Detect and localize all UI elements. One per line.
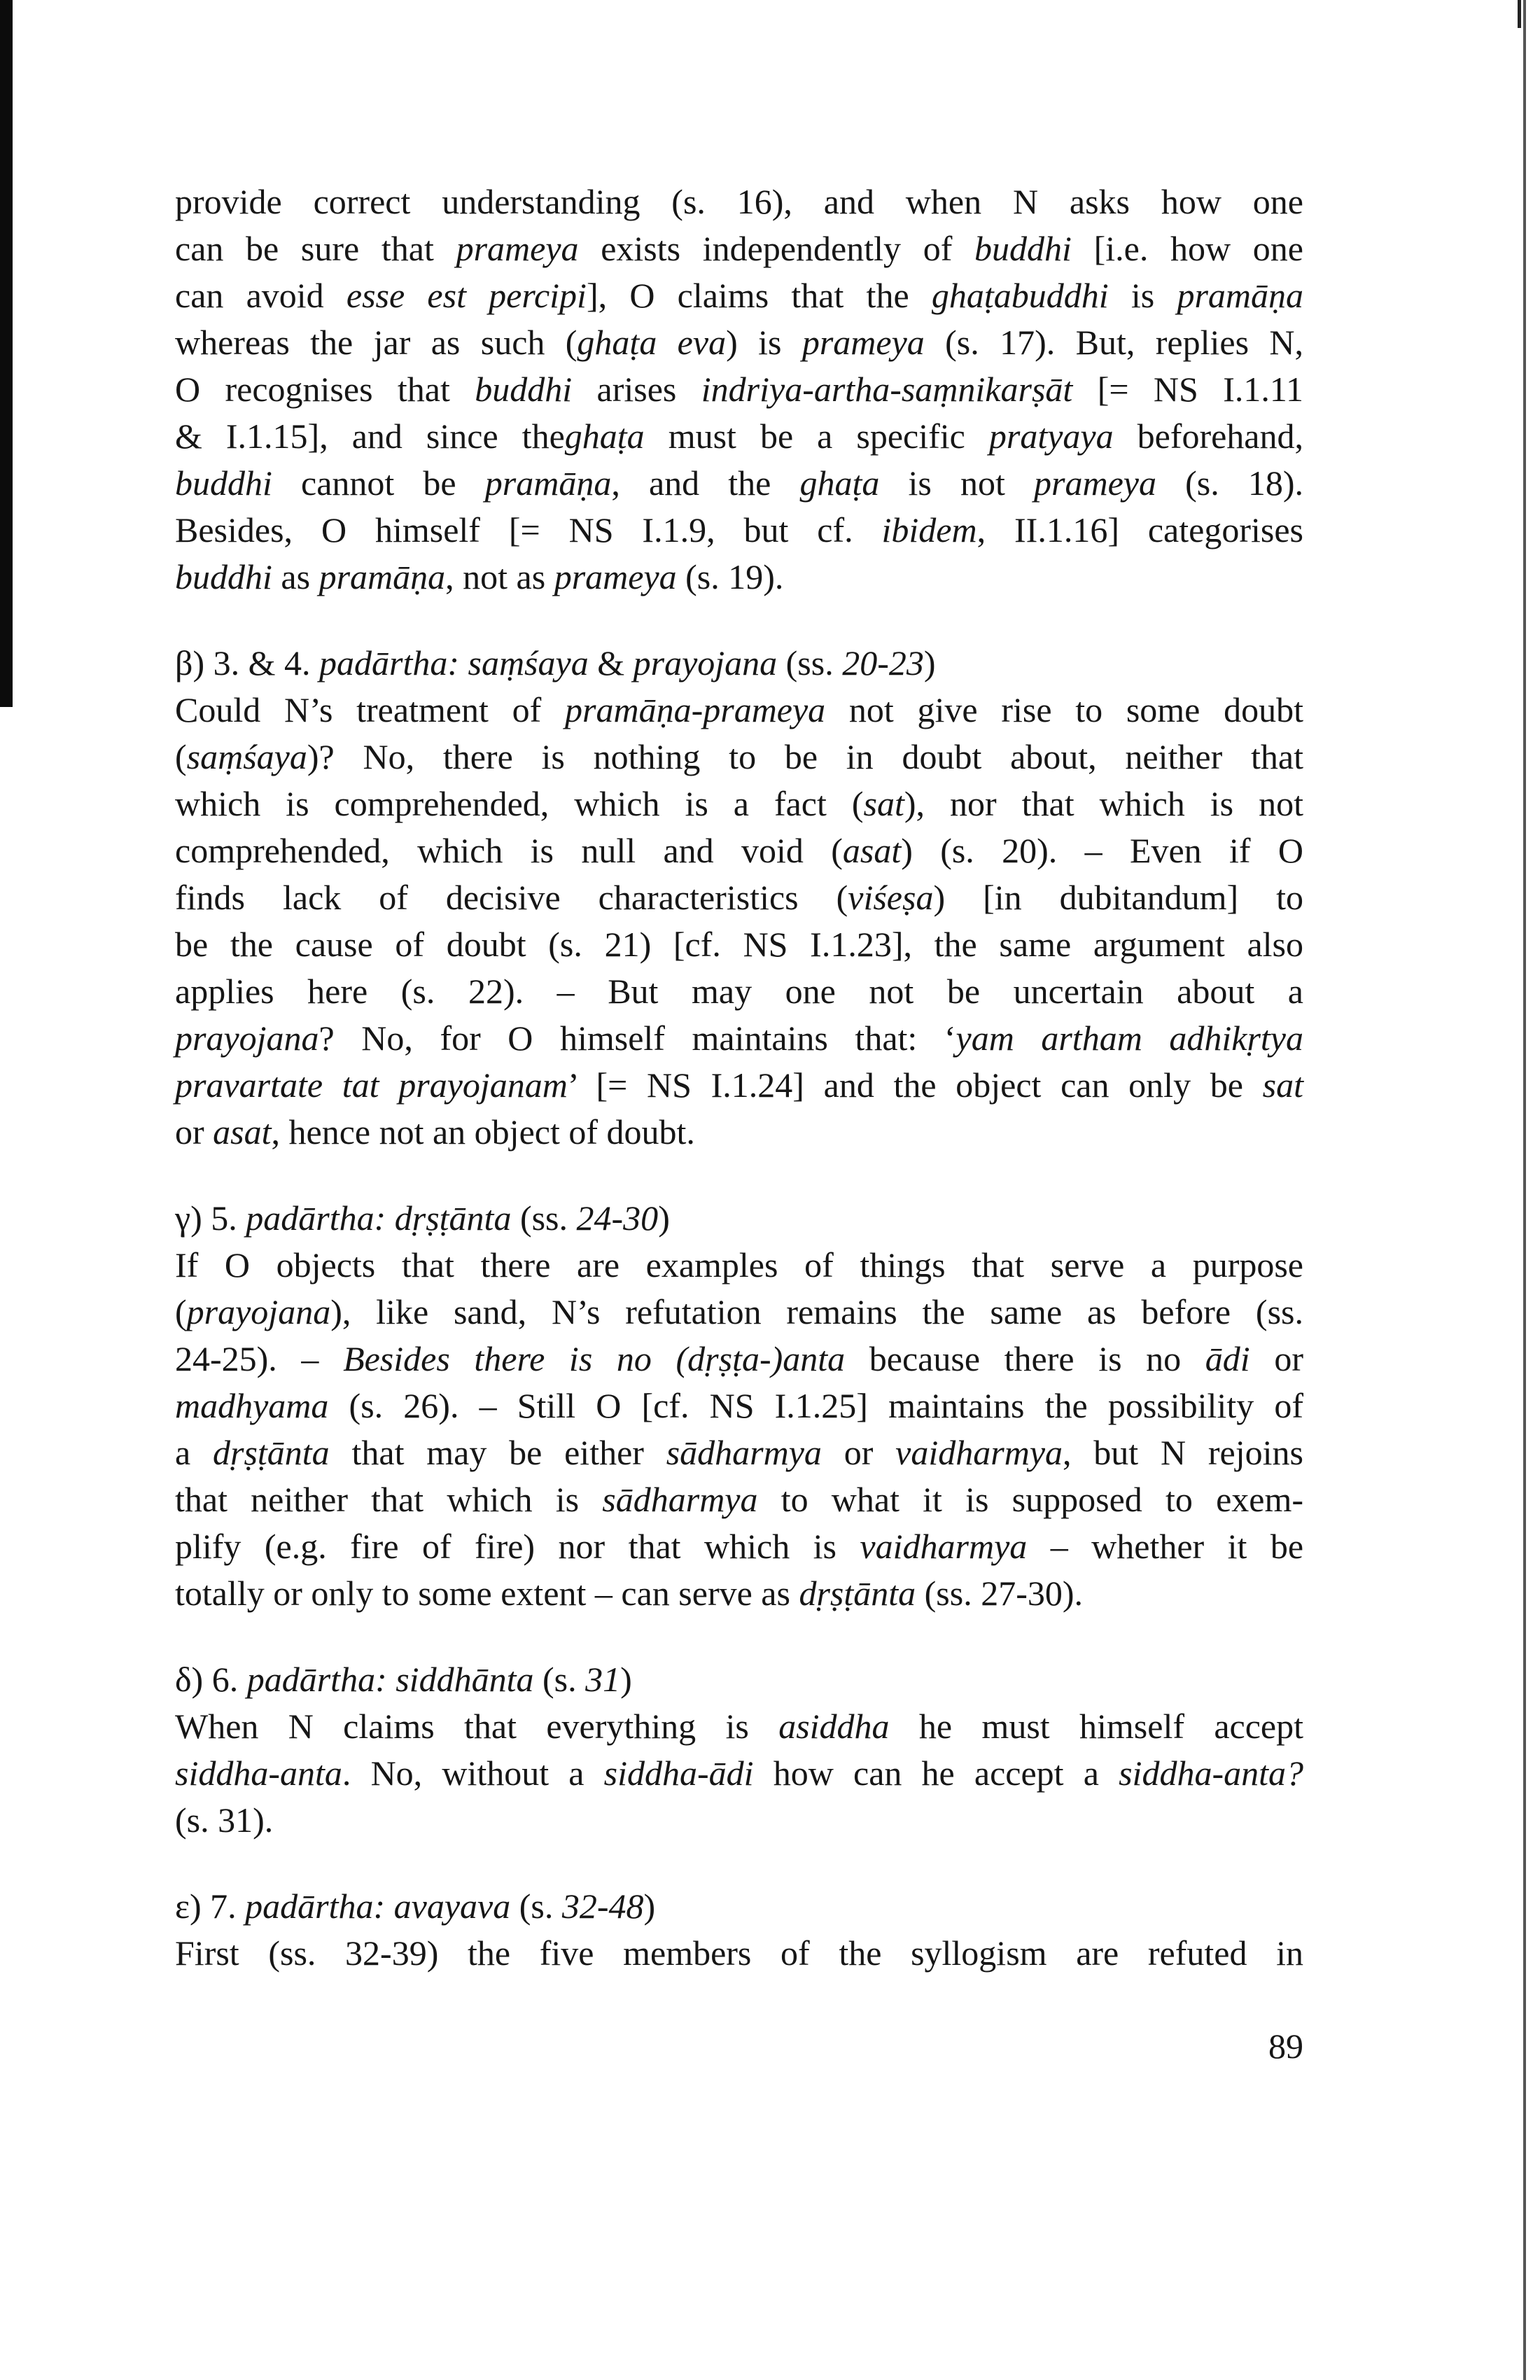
text-run: If O objects that there are examples of things that serve a purpose [175, 1245, 1303, 1284]
italic-term: 32-48 [561, 1886, 644, 1926]
text-run: or [821, 1433, 896, 1472]
text-run: When N claims that everything is [175, 1707, 779, 1746]
text-run: beforehand, [1113, 416, 1303, 456]
text-run: (ss. [777, 643, 843, 682]
italic-term: vaidharmya [895, 1433, 1063, 1472]
text-run: that may be either [329, 1433, 666, 1472]
text-run: to what it is supposed to exem- [757, 1480, 1303, 1519]
text-run: because there is no [845, 1339, 1205, 1378]
text-run: be the cause of doubt (s. 21) [cf. NS I.1.23], the same argument also [175, 925, 1303, 964]
text-run: a [175, 1433, 213, 1472]
text-line [175, 554, 1303, 601]
text-run: ) is [726, 323, 802, 362]
italic-term: asat [213, 1112, 272, 1152]
italic-term: viśeṣa [848, 878, 934, 917]
text-line [175, 413, 1303, 460]
italic-term: padārtha: saṃśaya [318, 643, 589, 682]
text-run: , hence not an object of doubt. [271, 1112, 695, 1152]
italic-term: madhyama [175, 1386, 329, 1425]
italic-term: prayojana [186, 1292, 331, 1331]
section [175, 1656, 1303, 1844]
italic-term: prameya [1034, 463, 1156, 503]
italic-term: ghaṭabuddhi [931, 276, 1109, 315]
text-run: , and the [611, 463, 800, 503]
text-line [175, 272, 1303, 319]
text-run: that neither that which is [175, 1480, 603, 1519]
text-run: ε) 7. [175, 1886, 246, 1926]
text-line [175, 874, 1303, 921]
text-run: ( [175, 737, 187, 776]
italic-term: pratyaya [988, 416, 1114, 456]
text-run: (s. 26). – Still O [cf. NS I.1.25] maintains the possibility of [328, 1386, 1303, 1425]
text-run: is not [879, 463, 1035, 503]
text-line [175, 178, 1303, 225]
text-run: . No, without a [342, 1754, 604, 1793]
text-run: must be a specific [644, 416, 989, 456]
italic-term: saṃśaya [186, 737, 307, 776]
text-run: 24-25). – [175, 1339, 344, 1378]
book-spine-shadow [0, 0, 13, 707]
section-heading [175, 1656, 1303, 1703]
italic-term: pramāṇa-prameya [565, 690, 826, 729]
italic-term: padārtha: avayava [245, 1886, 511, 1926]
text-run: , not as [445, 557, 554, 596]
text-run: (s. 18). [1156, 463, 1303, 503]
text-line [175, 827, 1303, 874]
text-line [175, 1109, 1303, 1156]
italic-term: buddhi [974, 229, 1072, 268]
text-line [175, 687, 1303, 734]
page-edge-mark [1518, 0, 1521, 28]
text-run: provide correct understanding (s. 16), and when N asks how one [175, 182, 1303, 221]
text-line [175, 1476, 1303, 1523]
italic-term: buddhi [175, 463, 272, 503]
italic-term: sat [863, 784, 904, 823]
section [175, 640, 1303, 1156]
italic-term: ghaṭa eva [577, 323, 727, 362]
section-heading [175, 1883, 1303, 1930]
italic-term: prameya [802, 323, 925, 362]
text-run: Could N’s treatment of [175, 690, 566, 729]
text-run: he must himself accept [889, 1707, 1303, 1746]
text-run: ? No, for O himself maintains that: ‘ [318, 1018, 956, 1058]
section [175, 1883, 1303, 1977]
italic-term: pramāṇa [484, 463, 612, 503]
text-line [175, 968, 1303, 1015]
text-line [175, 1015, 1303, 1062]
text-run: as [272, 557, 319, 596]
italic-term: ghaṭa [799, 463, 880, 503]
text-line [175, 1750, 1303, 1797]
italic-term: ghaṭa [564, 416, 645, 456]
text-run: finds lack of decisive characteristics ( [175, 878, 848, 917]
text-line [175, 1429, 1303, 1476]
text-run: γ) 5. [175, 1198, 246, 1238]
italic-term: 24-30 [576, 1198, 659, 1238]
text-line [175, 1703, 1303, 1750]
text-run: (ss. [511, 1198, 577, 1238]
text-run: (s. 31). [175, 1800, 274, 1840]
italic-term: prayojana [633, 643, 778, 682]
italic-term: sādharmya [602, 1480, 758, 1519]
italic-term: siddha-anta? [1119, 1754, 1303, 1793]
text-run: ], O claims that the [586, 276, 932, 315]
italic-term: pramāṇa [1177, 276, 1304, 315]
text-run: arises [572, 370, 701, 409]
text-run: totally or only to some extent – can serve as [175, 1574, 799, 1613]
text-run: β) 3. & 4. [175, 643, 319, 682]
italic-term: prameya [554, 557, 677, 596]
text-line [175, 1382, 1303, 1429]
text-run: ) [in dubitandum] to [933, 878, 1303, 917]
italic-term: padārtha: siddhānta [246, 1660, 534, 1699]
page-number: 89 [1268, 2026, 1303, 2066]
text-run: which is comprehended, which is a fact ( [175, 784, 864, 823]
text-run: not give rise to some doubt [825, 690, 1303, 729]
text-run: ( [175, 1292, 187, 1331]
text-line [175, 460, 1303, 507]
italic-term: ibidem [881, 510, 977, 550]
text-run: ), nor that which is not [904, 784, 1303, 823]
italic-term: indriya-artha-saṃnikarṣāt [701, 370, 1073, 409]
text-run: & [588, 643, 634, 682]
italic-term: prayojana [175, 1018, 319, 1058]
text-line [175, 921, 1303, 968]
text-run: First (ss. 32-39) the five members of the syllogism are refuted in [175, 1933, 1303, 1973]
text-line [175, 507, 1303, 554]
text-run: ) (s. 20). – Even if O [901, 831, 1303, 870]
italic-term: vaidharmya [860, 1527, 1028, 1566]
text-run: (s. 19). [676, 557, 784, 596]
text-run: is [1108, 276, 1177, 315]
text-line [175, 1930, 1303, 1977]
italic-term: Besides there is no (dṛṣṭa-)anta [343, 1339, 846, 1378]
section-heading [175, 640, 1303, 687]
italic-term: asiddha [778, 1707, 890, 1746]
text-run: ), like sand, N’s refutation remains the same as before (ss. [330, 1292, 1303, 1331]
text-line [175, 319, 1303, 366]
italic-term: 31 [585, 1660, 621, 1699]
italic-term: padārtha: dṛṣṭānta [246, 1198, 512, 1238]
text-run: whereas the jar as such ( [175, 323, 578, 362]
text-run: or [1250, 1339, 1303, 1378]
italic-term: 20-23 [842, 643, 924, 682]
text-line [175, 1289, 1303, 1336]
text-line [175, 1523, 1303, 1570]
text-line [175, 1242, 1303, 1289]
italic-term: pravartate tat prayojanam [175, 1065, 568, 1105]
italic-term: yam artham adhikṛtya [955, 1018, 1303, 1058]
text-run: comprehended, which is null and void ( [175, 831, 843, 870]
text-line [175, 1336, 1303, 1382]
text-run: , but N rejoins [1063, 1433, 1303, 1472]
text-run: )? No, there is nothing to be in doubt about, neither that [307, 737, 1303, 776]
text-line [175, 780, 1303, 827]
italic-term: asat [842, 831, 902, 870]
italic-term: prameya [456, 229, 579, 268]
text-run: , II.1.16] categorises [976, 510, 1303, 550]
italic-term: buddhi [175, 557, 272, 596]
page-edge-line [1523, 0, 1526, 2380]
section [175, 178, 1303, 601]
text-run: applies here (s. 22). – But may one not be uncertain about a [175, 972, 1303, 1011]
text-run: or [175, 1112, 214, 1152]
text-run: (s. [510, 1886, 562, 1926]
text-run: (ss. 27-30). [916, 1574, 1084, 1613]
italic-term: sat [1262, 1065, 1303, 1105]
italic-term: pramāṇa [318, 557, 446, 596]
text-run: exists independently of [578, 229, 975, 268]
text-run: δ) 6. [175, 1660, 247, 1699]
text-line [175, 1797, 1303, 1844]
italic-term: siddha-anta [175, 1754, 342, 1793]
text-line [175, 734, 1303, 780]
page-body [175, 178, 1303, 1977]
text-run: (s. [533, 1660, 586, 1699]
text-run: & I.1.15], and since the [175, 416, 565, 456]
italic-term: siddha-ādi [603, 1754, 754, 1793]
text-run: – whether it be [1027, 1527, 1304, 1566]
italic-term: dṛṣṭānta [212, 1433, 330, 1472]
text-run: ) [620, 1660, 632, 1699]
text-run: ’ [= NS I.1.24] and the object can only be [567, 1065, 1263, 1105]
text-run: Besides, O himself [= NS I.1.9, but cf. [175, 510, 882, 550]
text-run: ) [643, 1886, 656, 1926]
italic-term: esse est percipi [346, 276, 587, 315]
italic-term: dṛṣṭānta [799, 1574, 916, 1613]
text-run: [= NS I.1.11 [1072, 370, 1304, 409]
text-run: can be sure that [175, 229, 456, 268]
text-run: cannot be [272, 463, 485, 503]
text-line [175, 1570, 1303, 1617]
text-run: ) [923, 643, 936, 682]
section-heading [175, 1195, 1303, 1242]
section [175, 1195, 1303, 1617]
italic-term: sādharmya [666, 1433, 822, 1472]
text-run: O recognises that [175, 370, 475, 409]
text-run: (s. 17). But, replies N, [924, 323, 1304, 362]
italic-term: buddhi [475, 370, 573, 409]
text-run: [i.e. how one [1071, 229, 1303, 268]
text-run: how can he accept a [753, 1754, 1119, 1793]
text-run: ) [658, 1198, 670, 1238]
text-line [175, 366, 1303, 413]
text-run: plify (e.g. fire of fire) nor that which is [175, 1527, 860, 1566]
italic-term: ādi [1205, 1339, 1250, 1378]
text-line [175, 1062, 1303, 1109]
text-line [175, 225, 1303, 272]
text-run: can avoid [175, 276, 346, 315]
